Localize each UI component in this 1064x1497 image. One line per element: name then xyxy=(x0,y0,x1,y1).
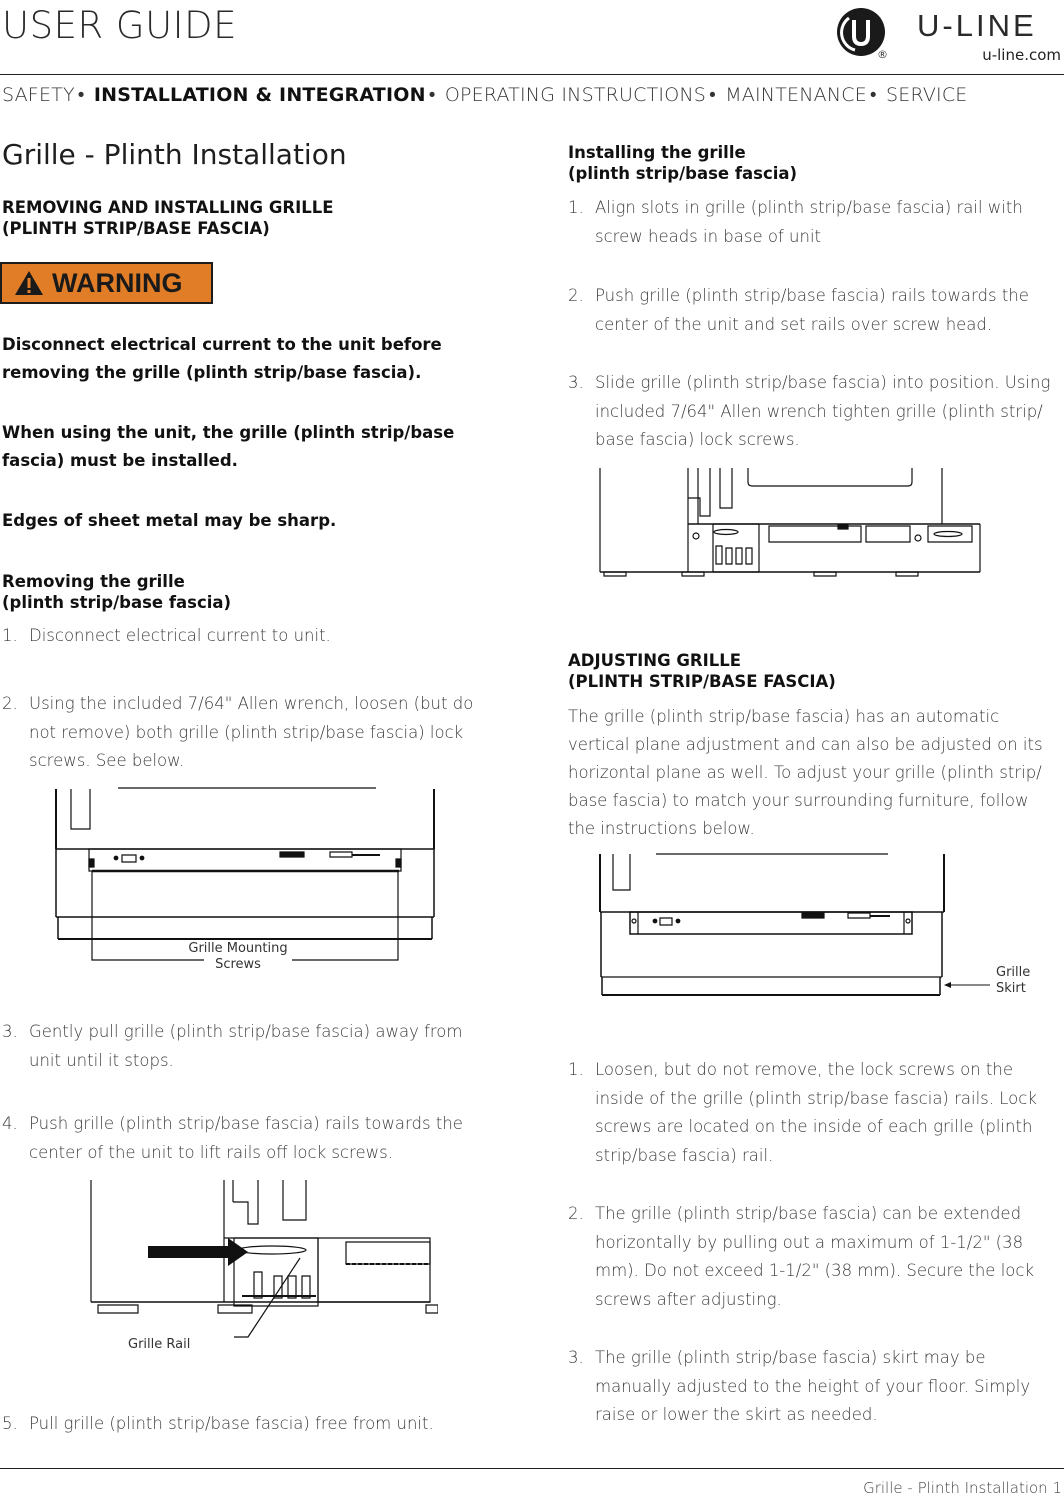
nav-separator: • xyxy=(709,84,716,106)
subsection-title-line: Removing the grille xyxy=(2,572,185,591)
installing-step xyxy=(568,282,1060,339)
step-text: The grille (plinth strip/base fascia) can be extended horizontally by pulling out a maximum of 1-1/2" (38 mm). Do not exceed 1-1/2" (38 mm). Secure the lock screws after adjusting. xyxy=(595,1204,1035,1309)
step-number: 3. xyxy=(568,1348,584,1367)
step-text: Loosen, but do not remove, the lock screws on the inside of the grille (plinth strip/base fascia) rails. Lock screws are located on the inside of each grille (plinth strip/base fascia) rail. xyxy=(595,1060,1037,1165)
warning-message: Disconnect electrical current to the unit before removing the grille (plinth strip/base fascia). xyxy=(2,335,442,382)
adjusting-step xyxy=(568,1200,1060,1314)
figure-caption-grille-skirt xyxy=(996,965,1056,997)
brand-logo xyxy=(825,6,1061,66)
subsection-title-line: (plinth strip/base fascia) xyxy=(2,593,232,612)
warning-label: WARNING xyxy=(52,267,183,298)
step-text: Push grille (plinth strip/base fascia) rails towards the center of the unit and set rails over screw head. xyxy=(595,286,1029,334)
warning-badge xyxy=(0,262,213,304)
nav-item-maintenance[interactable]: MAINTENANCE xyxy=(725,84,867,106)
step-text: Slide grille (plinth strip/base fascia) into position. Using included 7/64" Allen wrench tighten grille (plinth strip/ base fascia) lock screws. xyxy=(595,373,1051,449)
warning-message: Edges of sheet metal may be sharp. xyxy=(2,511,337,530)
brand-name: U-LINE xyxy=(917,8,1037,43)
step-text: Align slots in grille (plinth strip/base fascia) rail with screw heads in base of unit xyxy=(595,198,1023,246)
figure-caption-grille-rail: Grille Rail xyxy=(128,1337,191,1352)
section-title-adjusting xyxy=(568,650,836,692)
nav-item-operating[interactable]: OPERATING INSTRUCTIONS xyxy=(444,84,707,106)
step-number: 5. xyxy=(2,1414,18,1433)
installing-step xyxy=(568,369,1060,455)
section-title-line: REMOVING AND INSTALLING GRILLE xyxy=(2,198,334,217)
step-text: Using the included 7/64" Allen wrench, loosen (but do not remove) both grille (plinth strip/base fascia) lock screws. See below. xyxy=(29,694,474,770)
grille-skirt-diagram xyxy=(596,852,956,997)
figure-caption-mounting-screws xyxy=(143,941,333,973)
nav-item-service[interactable]: SERVICE xyxy=(886,84,968,106)
registered-mark: ® xyxy=(877,48,888,61)
installing-step xyxy=(568,194,1060,251)
subsection-title-installing xyxy=(568,142,797,184)
step-text: Pull grille (plinth strip/base fascia) free from unit. xyxy=(29,1414,434,1433)
step-text: Disconnect electrical current to unit. xyxy=(29,626,331,645)
caption-line: Grille xyxy=(996,965,1031,980)
adjusting-step xyxy=(568,1056,1060,1170)
subsection-title-line: Installing the grille xyxy=(568,143,746,162)
page-heading: Grille - Plinth Installation xyxy=(2,138,347,171)
step-number: 1. xyxy=(2,626,18,645)
nav-separator: • xyxy=(428,84,436,106)
step-number: 1. xyxy=(568,1060,584,1079)
removing-step xyxy=(2,1110,492,1167)
step-number: 1. xyxy=(568,198,584,217)
caption-line: Screws xyxy=(215,957,261,972)
subsection-title-removing xyxy=(2,571,231,613)
warning-message: When using the unit, the grille (plinth strip/base fascia) must be installed. xyxy=(2,423,455,470)
removing-step xyxy=(2,1018,492,1075)
step-text: Gently pull grille (plinth strip/base fascia) away from unit until it stops. xyxy=(29,1022,463,1070)
removing-step xyxy=(2,690,492,776)
installed-grille-diagram xyxy=(598,468,984,580)
subsection-title-line: (plinth strip/base fascia) xyxy=(568,164,798,183)
removing-step xyxy=(2,622,492,651)
nav-separator: • xyxy=(77,84,85,106)
section-title-line: ADJUSTING GRILLE xyxy=(568,651,742,670)
footer-divider xyxy=(0,1468,1064,1469)
step-text: Push grille (plinth strip/base fascia) rails towards the center of the unit to lift rails off lock screws. xyxy=(29,1114,463,1162)
step-number: 2. xyxy=(2,694,18,713)
step-number: 2. xyxy=(568,1204,584,1223)
step-number: 3. xyxy=(568,373,584,392)
step-number: 3. xyxy=(2,1022,18,1041)
footer-page-label: Grille - Plinth Installation 1 xyxy=(863,1479,1062,1497)
nav-item-installation[interactable]: INSTALLATION & INTEGRATION xyxy=(93,84,426,106)
adjusting-intro: The grille (plinth strip/base fascia) has an automatic vertical plane adjustment and can also be adjusted on its horizontal plane as well. To adjust your grille (plinth strip/ base fascia) to match your surrounding furniture, follow the instructions below. xyxy=(568,707,1043,838)
brand-url[interactable]: u-line.com xyxy=(982,46,1061,64)
warning-triangle-icon xyxy=(14,270,44,296)
header-divider xyxy=(0,74,1064,75)
section-title-line: (PLINTH STRIP/BASE FASCIA) xyxy=(568,672,836,691)
caption-line: Grille Mounting xyxy=(188,941,288,956)
section-nav xyxy=(2,84,968,107)
step-number: 4. xyxy=(2,1114,18,1133)
step-text: The grille (plinth strip/base fascia) skirt may be manually adjusted to the height of your floor. Simply raise or lower the skirt as needed. xyxy=(595,1348,1031,1424)
nav-separator: • xyxy=(869,84,877,106)
removing-step xyxy=(2,1410,492,1439)
step-number: 2. xyxy=(568,286,584,305)
section-title-removing-installing xyxy=(2,197,334,239)
caption-line: Skirt xyxy=(996,981,1026,996)
adjusting-step xyxy=(568,1344,1060,1430)
arrow-left-icon xyxy=(944,980,992,990)
nav-item-safety[interactable]: SAFETY xyxy=(2,84,75,106)
section-title-line: (PLINTH STRIP/BASE FASCIA) xyxy=(2,219,270,238)
grille-rail-diagram xyxy=(88,1180,438,1355)
document-title: USER GUIDE xyxy=(2,4,237,47)
